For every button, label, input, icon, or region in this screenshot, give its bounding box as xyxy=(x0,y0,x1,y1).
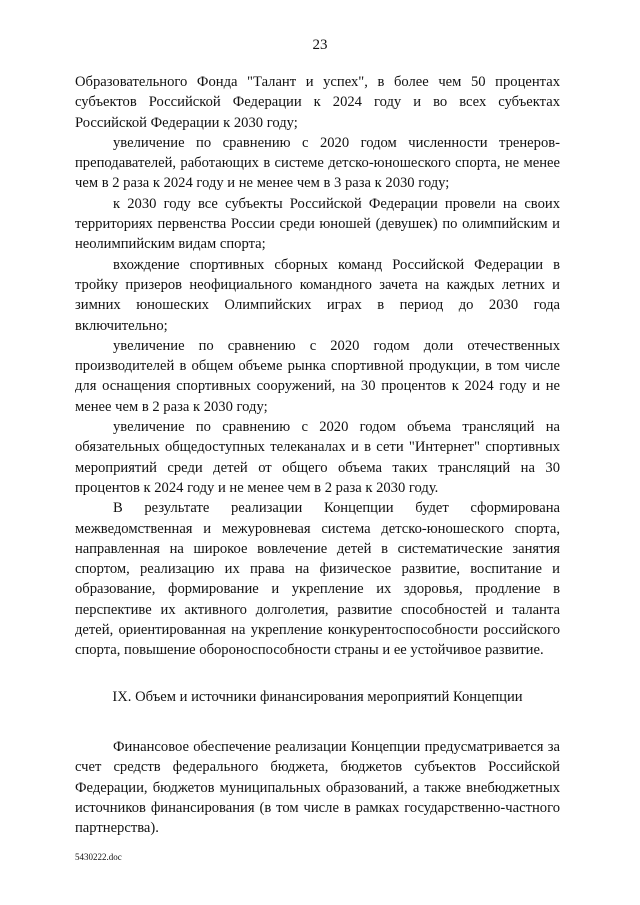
paragraph-championships: к 2030 году все субъекты Российской Федерации провели на своих территориях первенства России среди юношей (девушек) по олимпийским и неолимпийским видам спорта; xyxy=(75,195,560,253)
paragraph-result-summary: В результате реализации Концепции будет сформирована межведомственная и межуровневая система детско-юношеского спорта, направленная на широкое вовлечение детей в систематические занятия спортом, реализацию их права на физическое развитие, воспитание и образование, формирование и укрепление их здоровья, продление в перспективе их активного долголетия, развитие способностей и таланта детей, ориентированная на укрепление конкурентоспособности российского спорта, повышение обороноспособности страны и ее устойчивое развитие. xyxy=(75,500,560,659)
page-number: 23 xyxy=(312,37,328,53)
paragraph-broadcasts: увеличение по сравнению с 2020 годом объема трансляций на обязательных общедоступных телеканалах и в сети "Интернет" спортивных мероприятий среди детей от общего объема таких трансляций на 30 процентов к 2024 году и не менее чем в 2 раза к 2030 году. xyxy=(75,419,560,496)
paragraph-continuation: Образовательного Фонда "Талант и успех", в более чем 50 процентах субъектов Российской Федерации к 2024 году и во всех субъектах Российской Федерации к 2030 году; xyxy=(75,74,560,131)
section-heading: IX. Объем и источники финансирования мероприятий Концепции xyxy=(112,688,523,705)
document-body xyxy=(75,72,560,838)
paragraph-olympic-games: вхождение спортивных сборных команд Российской Федерации в тройку призеров неофициального командного зачета на каждых летних и зимних юношеских Олимпийских играх в период до 2030 года включительно; xyxy=(75,256,560,334)
paragraph-coaches-increase: увеличение по сравнению с 2020 годом численности тренеров-преподавателей, работающих в системе детско-юношеского спорта, не менее чем в 2 раза к 2024 году и не менее чем в 3 раза к 2030 году; xyxy=(75,134,560,192)
paragraph-domestic-producers: увеличение по сравнению с 2020 годом доли отечественных производителей в общем объеме рынка спортивной продукции, в том числе для оснащения спортивных сооружений, на 30 процентов к 2024 году и не менее чем в 2 раза к 2030 году; xyxy=(75,337,560,415)
paragraph-financing: Финансовое обеспечение реализации Концепции предусматривается за счет средств федерального бюджета, бюджетов субъектов Российской Федерации, бюджетов муниципальных образований, а также внебюджетных источников финансирования (в том числе в рамках государственно-частного партнерства). xyxy=(75,738,560,837)
document-footer: 5430222.doc xyxy=(75,852,122,862)
